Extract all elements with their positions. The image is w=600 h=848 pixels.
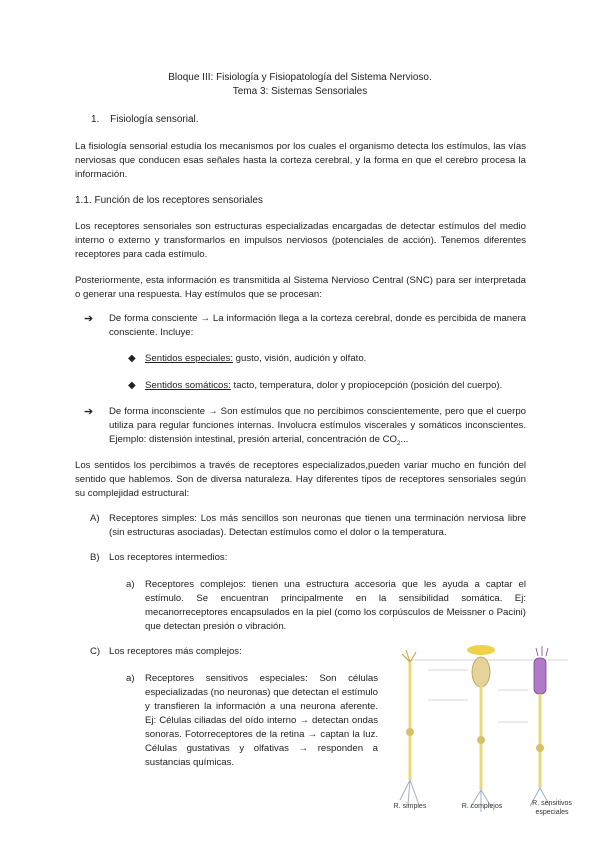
bullet-conscious <box>84 312 526 340</box>
paragraph-snc: Posteriormente, esta información es transmitida al Sistema Nervioso Central (SNC) para ser interpretada o generar una respuesta. Hay estímulos que se procesan: <box>75 275 526 300</box>
list-b-text: Los receptores intermedios: <box>109 552 228 563</box>
list-c-text: Los receptores más complejos: <box>109 646 242 657</box>
arrow-icon: ➔ <box>84 406 94 418</box>
section-1-title: Fisiología sensorial. <box>110 114 199 125</box>
list-c-a-text: Receptores sensitivos especiales: Son células especializadas (no neuronas) que detectan el estímulo y transfieren la información a una neurona aferente. Ej: Células ciliadas del oído interno → detectan ondas sonoras. Fotorreceptores de la retina → captan la luz. Células gustativas y olfativas → responden a sustancias químicas. <box>145 673 378 768</box>
bullet-unconscious-ellipsis: ... <box>400 434 409 445</box>
header-line-1: Bloque III: Fisiología y Fisiopatología del Sistema Nervioso. <box>168 72 432 83</box>
receptor-diagram <box>388 640 588 820</box>
arrow-icon: ➔ <box>84 313 94 325</box>
paragraph-receptors: Los receptores sensoriales son estructuras especializadas encargadas de detectar estímulos del medio interno o externo y transformarlos en impulsos nerviosos (potenciales de acción). Tenemos diferentes receptores para cada estímulo. <box>75 221 526 260</box>
list-b-a-text: Receptores complejos: tienen una estructura accesoria que les ayuda a captar el estímulo. Se encuentran principalmente en la sensibilidad somática. Ej: mecanorreceptores encapsulados en la piel (como los corpúsculos de Meissner o Pacini) que detectan presión o vibración. <box>145 579 526 632</box>
sub-somatic-senses <box>128 379 535 393</box>
sub-special-senses <box>128 352 525 366</box>
bullet-unconscious-text: De forma inconsciente → Son estímulos que no percibimos conscientemente, pero que el cuerpo utiliza para regular funciones internas. Involucra estímulos viscerales y somáticos inconscientes. Ejemplo: distensión intestinal, presión arterial, concentración de CO <box>109 406 526 445</box>
bullet-unconscious <box>84 405 526 451</box>
list-item-c <box>90 645 389 659</box>
list-item-c-a <box>126 672 378 770</box>
diamond-bullet-icon: ◆ <box>128 380 136 391</box>
caption-special-1: R. sensitivos <box>532 800 572 807</box>
stimulus-shape <box>467 645 495 655</box>
list-item-a <box>90 512 526 540</box>
paragraph-senses: Los sentidos los percibimos a través de receptores especializados,pueden variar mucho en función del sentido que hablemos. Son de diversa naturaleza. Hay diferentes tipos de receptores sensoriales según su complejidad estructural: <box>75 460 526 499</box>
list-item-b <box>90 551 526 565</box>
section-1-1-heading: 1.1. Función de los receptores sensoriales <box>75 195 263 206</box>
co2-subscript: 2 <box>396 440 401 447</box>
list-c-a-marker: a) <box>126 673 135 684</box>
simple-receptor-drawing <box>400 650 418 805</box>
list-b-a-marker: a) <box>126 579 135 590</box>
bullet-conscious-text: De forma consciente → La información llega a la corteza cerebral, donde es percibida de manera consciente. Incluye: <box>109 313 526 338</box>
list-item-b-a <box>126 578 526 634</box>
list-a-text: Receptores simples: Los más sencillos son neuronas que tienen una terminación nerviosa libre (sin estructuras asociadas). Detectan estímulos como el dolor o la temperatura. <box>109 513 526 538</box>
caption-complex: R. complejos <box>461 803 503 810</box>
complex-receptor-drawing <box>470 657 492 812</box>
list-b-marker: B) <box>90 552 100 563</box>
header-line-2: Tema 3: Sistemas Sensoriales <box>232 86 368 97</box>
caption-simple: R. simples <box>393 803 427 810</box>
caption-special-2: especiales <box>535 809 569 816</box>
list-c-marker: C) <box>90 646 101 657</box>
somatic-senses-label: Sentidos somáticos: <box>145 380 231 391</box>
list-a-marker: A) <box>90 513 100 524</box>
special-receptor-drawing <box>530 646 550 806</box>
special-senses-label: Sentidos especiales: <box>145 353 233 364</box>
diamond-bullet-icon: ◆ <box>128 353 136 364</box>
special-senses-text: gusto, visión, audición y olfato. <box>233 353 367 364</box>
section-1-heading <box>91 113 199 127</box>
receptor-types-figure <box>388 640 588 820</box>
somatic-senses-text: tacto, temperatura, dolor y propiocepción (posición del cuerpo). <box>230 380 503 391</box>
section-1-number: 1. <box>91 114 100 125</box>
intro-paragraph: La fisiología sensorial estudia los mecanismos por los cuales el organismo detecta los estímulos, las vías nerviosas que conducen esas señales hasta la corteza cerebral, y la forma en que el cerebro procesa la información. <box>75 141 526 180</box>
